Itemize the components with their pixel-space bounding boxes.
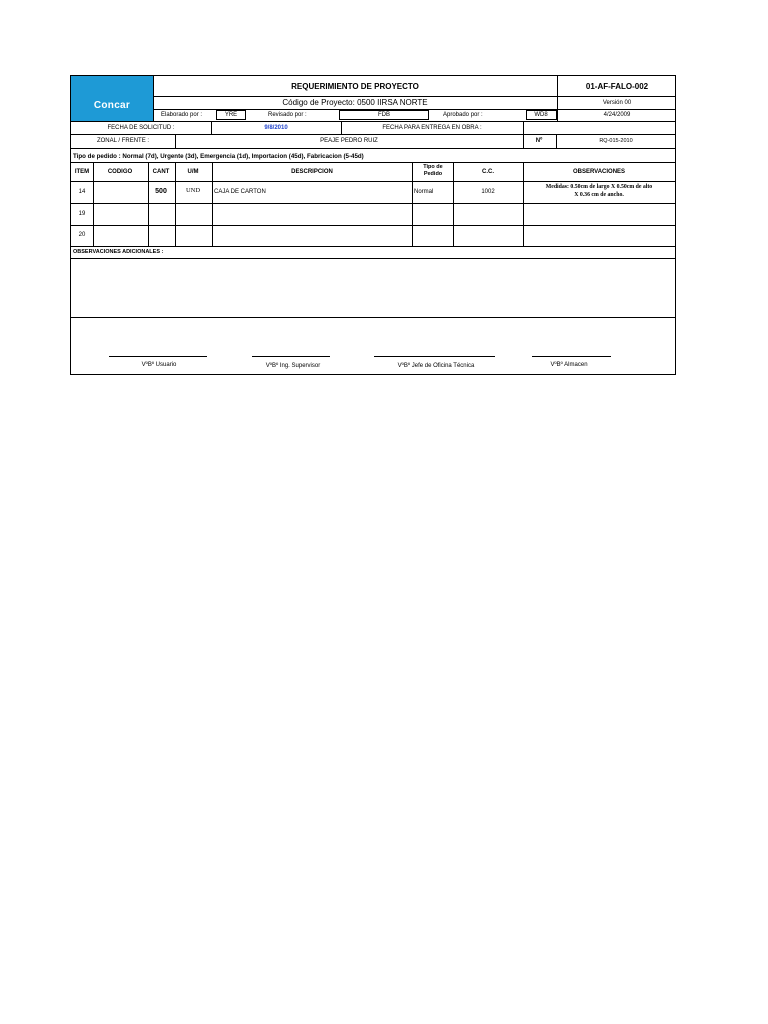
version-label: Versión 00 [602, 100, 632, 106]
requirement-form [70, 75, 676, 375]
signature-supervisor: VºBº Ing. Supervisor [265, 363, 321, 369]
zonal-value: PEAJE PEDRO RUIZ [320, 138, 378, 144]
aprobado-date: 4/24/2009 [603, 112, 631, 118]
row1-um: UND [185, 187, 201, 194]
col-header-item: ITEM [74, 169, 90, 175]
logo-text: Concar [93, 100, 131, 111]
row1-tipo: Normal [414, 189, 434, 195]
row1-descripcion: CAJA DE CARTON [214, 189, 266, 195]
elaborado-label: Elaborado por : [161, 112, 203, 118]
col-header-tipo-line2: Pedido [423, 171, 443, 177]
aprobado-value: WD8 [534, 112, 548, 118]
row1-cc: 1002 [481, 189, 495, 195]
row1-item: 14 [78, 189, 86, 195]
col-header-cc: C.C. [482, 169, 494, 175]
observaciones-adicionales-label: OBSERVACIONES ADICIONALES : [73, 249, 164, 255]
revisado-value: FDB [378, 112, 390, 118]
col-header-tipo-line1: Tipo de [423, 164, 443, 170]
signature-line-supervisor [252, 356, 330, 357]
project-code: Código de Proyecto: 0500 IIRSA NORTE [282, 98, 428, 107]
document-code: 01-AF-FALO-002 [585, 82, 649, 91]
fecha-solicitud-value: 9/8/2010 [264, 125, 288, 131]
zonal-label: ZONAL / FRENTE : [96, 138, 150, 144]
row1-cant: 500 [155, 188, 167, 195]
row1-obs-line2: X 0.36 cm de ancho. [574, 192, 624, 198]
fecha-entrega-label: FECHA PARA ENTREGA EN OBRA : [382, 125, 482, 131]
signature-line-jefe [374, 356, 495, 357]
signature-usuario: VºBº Usuario [141, 362, 177, 368]
col-header-um: U/M [187, 169, 199, 175]
signature-line-almacen [532, 356, 611, 357]
signature-line-usuario [109, 356, 207, 357]
row2-item: 19 [78, 211, 86, 217]
concar-logo [71, 76, 153, 121]
revisado-label: Revisado por : [268, 112, 307, 118]
signature-jefe: VºBº Jefe de Oficina Técnica [397, 363, 475, 369]
numero-label: Nº [535, 138, 543, 144]
col-header-cant: CANT [152, 169, 170, 175]
form-title: REQUERIMIENTO DE PROYECTO [291, 82, 419, 91]
elaborado-value: YRE [224, 112, 238, 118]
col-header-descripcion: DESCRIPCION [291, 169, 333, 175]
row3-item: 20 [78, 232, 86, 238]
fecha-solicitud-label: FECHA DE SOLICITUD : [107, 125, 175, 131]
tipo-pedido-note: Tipo de pedido : Normal (7d), Urgente (3d), Emergencia (1d), Importacion (45d), Fabricacion (5-45d) [73, 153, 364, 160]
col-header-codigo: CODIGO [107, 169, 133, 175]
numero-value: RQ-015-2010 [599, 138, 633, 144]
signature-almacen: VºBº Almacen [550, 362, 588, 368]
aprobado-label: Aprobado por : [443, 112, 483, 118]
row1-obs-line1: Medidas: 0.50cm de largo X 0.50cm de alto [545, 184, 653, 190]
col-header-observaciones: OBSERVACIONES [572, 169, 626, 175]
